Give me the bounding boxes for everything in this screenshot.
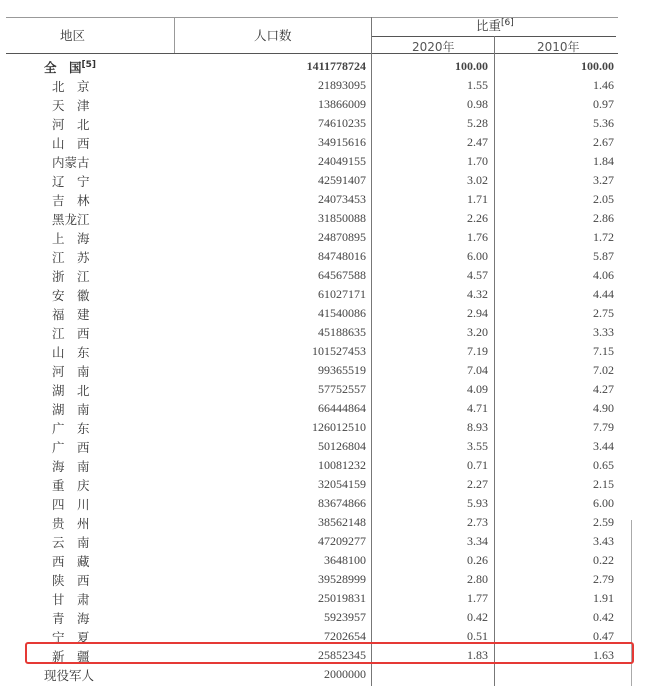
table-row-share-2020: 1.70 xyxy=(467,154,488,168)
table-row-population: 99365519 xyxy=(318,363,366,377)
table-row-share-2010: 6.00 xyxy=(593,496,614,510)
table-row-share-2010: 4.90 xyxy=(593,401,614,415)
table-row-share-2010: 1.72 xyxy=(593,230,614,244)
table-row-population: 13866009 xyxy=(318,97,366,111)
table-row-share-2020: 2.47 xyxy=(467,135,488,149)
table-row-share-2020: 1.71 xyxy=(467,192,488,206)
table-row-share-2020: 0.98 xyxy=(467,97,488,111)
table-row-share-2010: 2.86 xyxy=(593,211,614,225)
table-row-population: 126012510 xyxy=(312,420,366,434)
table-row-share-2010: 2.79 xyxy=(593,572,614,586)
total-region xyxy=(44,58,96,76)
table-row-population: 50126804 xyxy=(318,439,366,453)
total-region-label: 全 国 xyxy=(44,60,82,75)
table-row-region: 江 苏 xyxy=(52,250,90,265)
table-row-population: 24049155 xyxy=(318,154,366,168)
table-row-population: 7202654 xyxy=(324,629,366,643)
table-row-population: 38562148 xyxy=(318,515,366,529)
table-row-share-2010: 2.59 xyxy=(593,515,614,529)
table-row-region: 湖 南 xyxy=(52,402,90,417)
table-row-region: 吉 林 xyxy=(52,193,90,208)
table-row-share-2020: 0.42 xyxy=(467,610,488,624)
table-row-region: 安 徽 xyxy=(52,288,90,303)
table-row-share-2010: 0.47 xyxy=(593,629,614,643)
table-row-population: 5923957 xyxy=(324,610,366,624)
table-row-share-2020: 0.26 xyxy=(467,553,488,567)
table-row-region: 北 京 xyxy=(52,79,90,94)
table-row-population: 25852345 xyxy=(318,648,366,662)
table-row-population: 74610235 xyxy=(318,116,366,130)
table-row-population: 21893095 xyxy=(318,78,366,92)
table-row-share-2020: 2.27 xyxy=(467,477,488,491)
header-population: 人口数 xyxy=(254,28,292,43)
table-row-share-2020: 0.51 xyxy=(467,629,488,643)
table-row-share-2010: 2.15 xyxy=(593,477,614,491)
table-row-region: 辽 宁 xyxy=(52,174,90,189)
table-row-share-2020: 4.71 xyxy=(467,401,488,415)
table-row-share-2020: 7.19 xyxy=(467,344,488,358)
table-row-share-2020: 4.32 xyxy=(467,287,488,301)
table-row-share-2020: 8.93 xyxy=(467,420,488,434)
table-row-region: 贵 州 xyxy=(52,516,90,531)
table-row-region: 现役军人 xyxy=(44,668,95,683)
table-row-population: 24870895 xyxy=(318,230,366,244)
table-row-population: 3648100 xyxy=(324,553,366,567)
table-row-population: 57752557 xyxy=(318,382,366,396)
table-row-region: 新 疆 xyxy=(52,649,90,664)
table-row-share-2010: 7.79 xyxy=(593,420,614,434)
table-row-region: 四 川 xyxy=(52,497,90,512)
table-row-share-2020: 2.73 xyxy=(467,515,488,529)
col-divider-3 xyxy=(494,36,495,686)
table-row-share-2010: 0.97 xyxy=(593,97,614,111)
header-share-label: 比重 xyxy=(476,18,502,33)
table-row-share-2010: 1.84 xyxy=(593,154,614,168)
table-row-region: 江 西 xyxy=(52,326,90,341)
table-row-region: 甘 肃 xyxy=(52,592,90,607)
table-row-region: 广 西 xyxy=(52,440,90,455)
table-row-share-2010: 1.63 xyxy=(593,648,614,662)
table-row-share-2020: 7.04 xyxy=(467,363,488,377)
table-row-population: 24073453 xyxy=(318,192,366,206)
table-row-share-2010: 3.43 xyxy=(593,534,614,548)
table-row-region: 黑龙江 xyxy=(52,212,90,227)
table-row-region: 山 东 xyxy=(52,345,90,360)
table-row-population: 47209277 xyxy=(318,534,366,548)
total-population: 1411778724 xyxy=(306,59,366,73)
total-share-2010: 100.00 xyxy=(581,59,614,73)
table-row-population: 34915616 xyxy=(318,135,366,149)
table-row-share-2020: 4.09 xyxy=(467,382,488,396)
table-row-population: 32054159 xyxy=(318,477,366,491)
header-region: 地区 xyxy=(60,28,86,43)
table-row-region: 云 南 xyxy=(52,535,90,550)
table-row-population: 101527453 xyxy=(312,344,366,358)
table-row-share-2010: 0.42 xyxy=(593,610,614,624)
table-row-share-2020: 2.94 xyxy=(467,306,488,320)
table-row-region: 天 津 xyxy=(52,98,90,113)
table-row-population: 83674866 xyxy=(318,496,366,510)
table-row-share-2010: 0.65 xyxy=(593,458,614,472)
table-row-region: 内蒙古 xyxy=(52,155,90,170)
table-row-region: 陕 西 xyxy=(52,573,90,588)
table-row-share-2010: 7.15 xyxy=(593,344,614,358)
header-bottom-rule xyxy=(6,53,618,54)
table-row-population: 61027171 xyxy=(318,287,366,301)
table-row-region: 青 海 xyxy=(52,611,90,626)
table-row-share-2020: 3.34 xyxy=(467,534,488,548)
table-row-region: 海 南 xyxy=(52,459,90,474)
table-row-share-2010: 0.22 xyxy=(593,553,614,567)
table-row-region: 浙 江 xyxy=(52,269,90,284)
table-row-share-2010: 1.91 xyxy=(593,591,614,605)
col-divider-1 xyxy=(174,17,175,53)
table-row-region: 重 庆 xyxy=(52,478,90,493)
table-row-share-2020: 2.26 xyxy=(467,211,488,225)
table-row-region: 湖 北 xyxy=(52,383,90,398)
table-row-share-2020: 3.55 xyxy=(467,439,488,453)
table-row-share-2020: 3.02 xyxy=(467,173,488,187)
table-row-region: 福 建 xyxy=(52,307,90,322)
table-row-share-2020: 1.83 xyxy=(467,648,488,662)
header-top-rule xyxy=(6,17,618,18)
table-row-region: 上 海 xyxy=(52,231,90,246)
table-row-population: 64567588 xyxy=(318,268,366,282)
table-row-share-2020: 5.28 xyxy=(467,116,488,130)
header-year-2020: 2020年 xyxy=(412,40,455,54)
table-row-population: 2000000 xyxy=(324,667,366,681)
header-share-note: [6] xyxy=(501,17,514,28)
table-row-share-2020: 5.93 xyxy=(467,496,488,510)
table-row-share-2010: 2.75 xyxy=(593,306,614,320)
header-share xyxy=(476,16,514,34)
total-share-2020: 100.00 xyxy=(455,59,488,73)
table-row-share-2010: 5.36 xyxy=(593,116,614,130)
table-row-population: 66444864 xyxy=(318,401,366,415)
total-region-note: [5] xyxy=(81,59,97,70)
table-row-population: 45188635 xyxy=(318,325,366,339)
table-row-region: 宁 夏 xyxy=(52,630,90,645)
table-row-share-2010: 4.06 xyxy=(593,268,614,282)
table-row-share-2010: 5.87 xyxy=(593,249,614,263)
table-row-region: 西 藏 xyxy=(52,554,90,569)
table-row-population: 10081232 xyxy=(318,458,366,472)
table-row-population: 25019831 xyxy=(318,591,366,605)
table-row-share-2020: 0.71 xyxy=(467,458,488,472)
table-row-share-2020: 1.55 xyxy=(467,78,488,92)
table-row-share-2020: 2.80 xyxy=(467,572,488,586)
table-row-population: 41540086 xyxy=(318,306,366,320)
table-row-share-2010: 3.33 xyxy=(593,325,614,339)
table-row-region: 河 南 xyxy=(52,364,90,379)
table-row-share-2010: 3.27 xyxy=(593,173,614,187)
table-row-share-2010: 1.46 xyxy=(593,78,614,92)
table-row-population: 42591407 xyxy=(318,173,366,187)
table-row-population: 39528999 xyxy=(318,572,366,586)
table-row-population: 31850088 xyxy=(318,211,366,225)
table-row-share-2010: 4.44 xyxy=(593,287,614,301)
table-row-share-2020: 1.77 xyxy=(467,591,488,605)
table-row-region: 广 东 xyxy=(52,421,90,436)
table-row-share-2010: 2.67 xyxy=(593,135,614,149)
table-row-region: 山 西 xyxy=(52,136,90,151)
col-divider-2 xyxy=(371,17,372,686)
header-year-2010: 2010年 xyxy=(537,40,580,54)
table-row-share-2010: 4.27 xyxy=(593,382,614,396)
table-row-share-2020: 1.76 xyxy=(467,230,488,244)
highlight-box xyxy=(25,642,634,664)
table-row-population: 84748016 xyxy=(318,249,366,263)
table-row-share-2010: 3.44 xyxy=(593,439,614,453)
table-row-share-2020: 3.20 xyxy=(467,325,488,339)
table-row-share-2020: 4.57 xyxy=(467,268,488,282)
table-row-share-2010: 2.05 xyxy=(593,192,614,206)
table-row-region: 河 北 xyxy=(52,117,90,132)
table-row-share-2020: 6.00 xyxy=(467,249,488,263)
table-row-share-2010: 7.02 xyxy=(593,363,614,377)
